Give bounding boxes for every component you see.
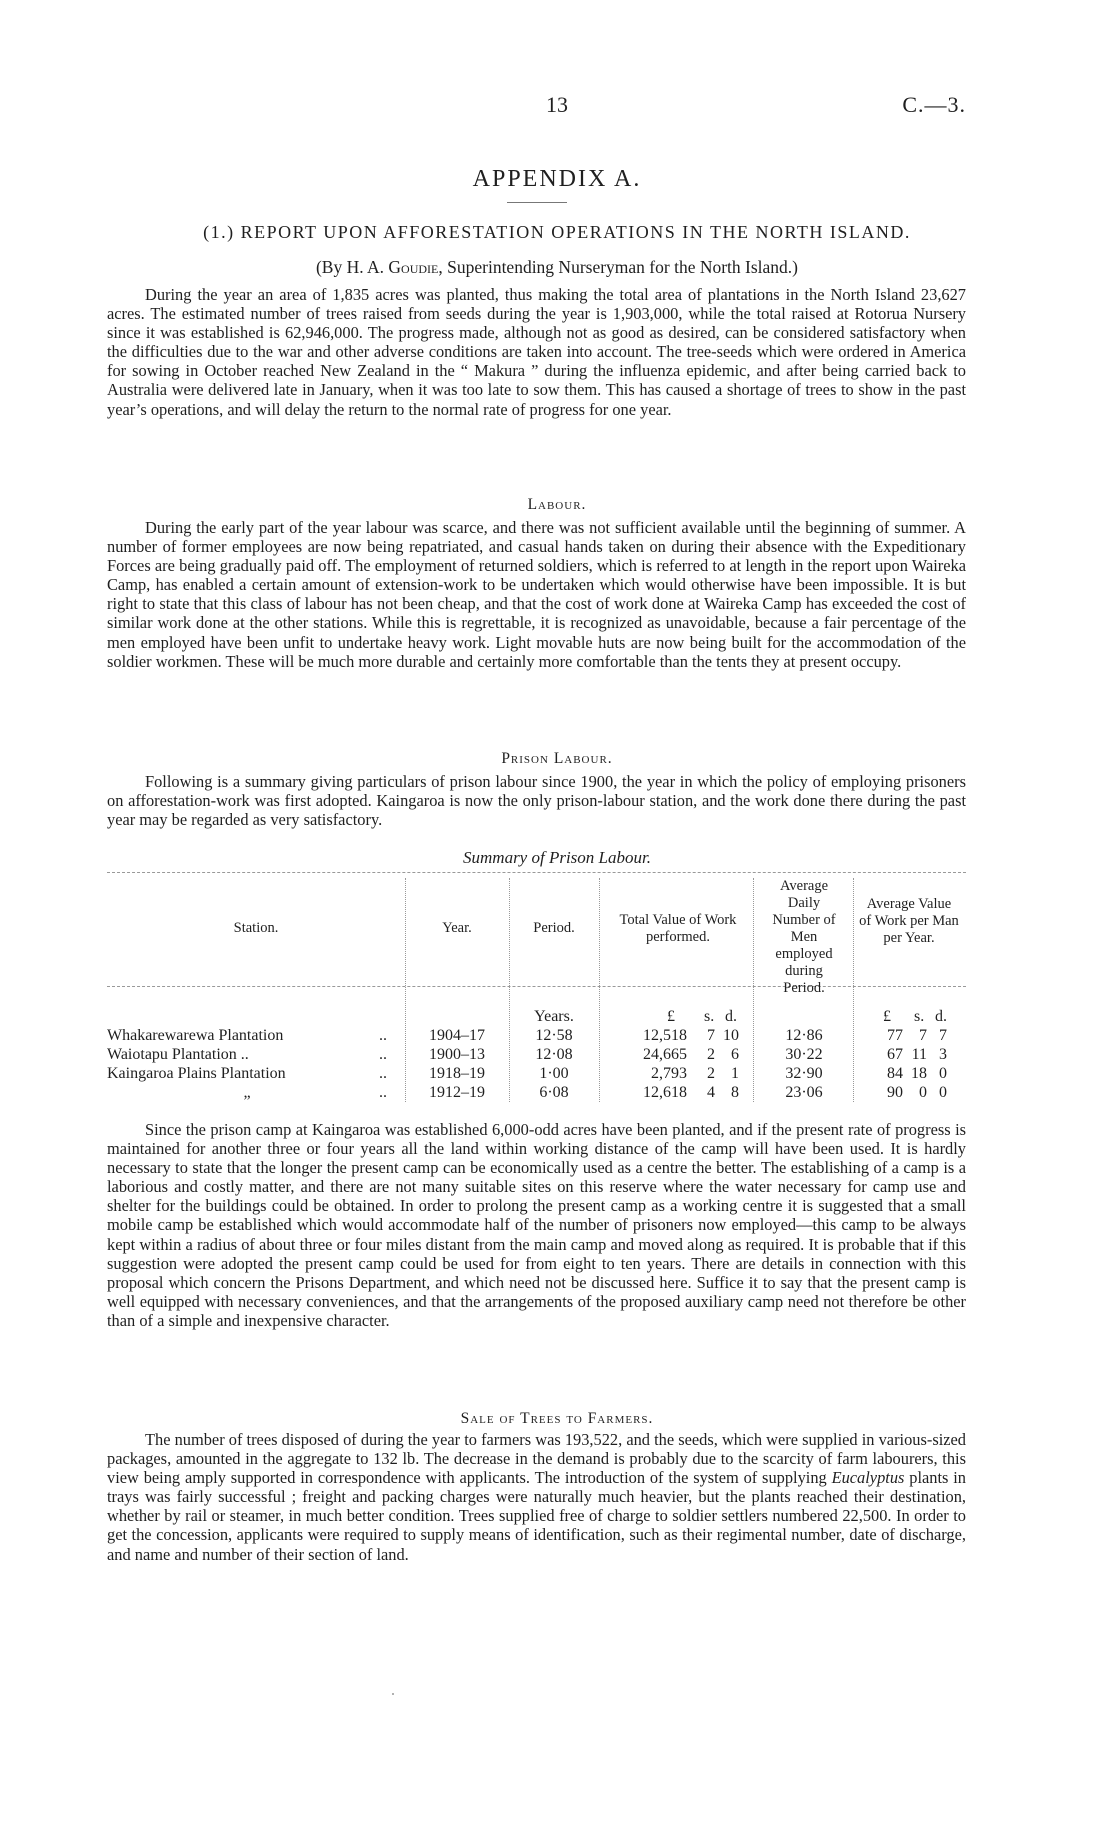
- cell-leader: ..: [379, 1027, 387, 1044]
- cell-avg-pounds: 84: [887, 1065, 903, 1082]
- cell-avg-pounds: 77: [887, 1027, 903, 1044]
- scan-speck: [392, 1693, 394, 1695]
- cell-year: 1918–19: [429, 1065, 485, 1082]
- col-divider: [853, 878, 854, 1102]
- table-top-rule: [107, 872, 966, 873]
- cell-period: 6·08: [539, 1084, 569, 1101]
- title-rule: [507, 202, 567, 203]
- cell-total-shillings: 2: [707, 1065, 715, 1082]
- unit-pence: d.: [935, 1008, 947, 1025]
- cell-avg-shillings: 18: [911, 1065, 927, 1082]
- sale-of-trees-heading: Sale of Trees to Farmers.: [460, 1410, 654, 1427]
- cell-station: Kaingaroa Plains Plantation: [107, 1065, 286, 1082]
- header-year: Year.: [442, 920, 472, 936]
- eucalyptus-term: Eucalyptus: [831, 1468, 905, 1488]
- cell-total-shillings: 4: [707, 1084, 715, 1101]
- cell-total-pence: 10: [723, 1027, 739, 1044]
- prison-camp-paragraph: Since the prison camp at Kaingaroa was established 6,000-odd acres have been planted, and if the present rate of progress is maintained for another three or four years all the land within working distance of the camp will have been used. It is hardly necessary to state that the longer the present camp can be economically used as a centre the better. The establishing of a camp is a laborious and costly matter, and there are not many suitable sites on this reserve where the water necessary for camp use and shelter for the buildings could be obtained. In order to prolong the present camp as a working centre it is suggested that a small mobile camp be established which would accommodate half of the number of prisoners now employed—this camp to be always kept within a radius of about three or four miles distant from the main camp and moved along as required. It is probable that if this suggestion were adopted the present camp could be used for from eight to ten years. There are details in connection with this proposal which concern the Prisons Department, and which need not be discussed here. Suffice it to say that the present camp is well equipped with necessary conveniences, and that the arrangements of the proposed auxiliary camp need not therefore be other than of a simple and inexpensive character.: [107, 1120, 966, 1330]
- cell-year: 1900–13: [429, 1046, 485, 1063]
- cell-avg-pounds: 90: [887, 1084, 903, 1101]
- header-station: Station.: [233, 920, 279, 936]
- cell-avg-pence: 7: [939, 1027, 947, 1044]
- cell-total-pence: 1: [731, 1065, 739, 1082]
- cell-year: 1904–17: [429, 1027, 485, 1044]
- sale-text-part2: plants in trays was fairly successful ; freight and packing charges were naturally much heavier, but the plants reached their destination, whether by rail or steamer, in much better condition. Trees supplied free of charge to soldier settlers numbered 22,500. In order to get the concession, applicants were required to supply means of identification, such as their regimental number, date of discharge, and name and number of their section of land.: [107, 1468, 966, 1564]
- header-total-value: Total Value of Work performed.: [619, 912, 737, 945]
- unit-shillings: s.: [914, 1008, 925, 1025]
- col-divider: [599, 878, 600, 1102]
- header-avg-value: Average Value of Work per Man per Year.: [859, 896, 959, 946]
- sale-of-trees-paragraph: [107, 1430, 966, 1564]
- header-avg-men: Average Daily Number of Men employed during Period.: [772, 878, 836, 996]
- sale-text-part1: The number of trees disposed of during the year to farmers was 193,522, and the seeds, which were supplied in various-sized packages, amounted in the aggregate to 132 lb. The decrease in the demand is probably due to the scarcity of farm labourers, this view being amply supported in correspondence with applicants. The introduction of the system of supplying: [107, 1430, 966, 1488]
- report-title: (1.) REPORT UPON AFFORESTATION OPERATIONS IN THE NORTH ISLAND.: [203, 222, 911, 242]
- header-period: Period.: [533, 920, 575, 936]
- series-code: C.—3.: [902, 92, 966, 117]
- cell-avg-pence: 0: [939, 1065, 947, 1082]
- cell-total-pounds: 12,618: [643, 1084, 687, 1101]
- cell-leader: ..: [379, 1046, 387, 1063]
- cell-avg-shillings: 11: [911, 1046, 927, 1063]
- table-caption: Summary of Prison Labour.: [463, 848, 651, 867]
- cell-station: Whakarewarewa Plantation: [107, 1027, 284, 1044]
- cell-total-pounds: 12,518: [643, 1027, 687, 1044]
- cell-avg-men: 23·06: [785, 1084, 823, 1101]
- page-number: 13: [546, 92, 568, 117]
- intro-paragraph: During the year an area of 1,835 acres was planted, thus making the total area of plantations in the North Island 23,627 acres. The estimated number of trees raised from seeds during the year is 1,903,000, while the total raised at Rotorua Nursery since it was established is 62,946,000. The progress made, although not as good as desired, can be considered satisfactory when the difficulties due to the war and other adverse conditions are taken into account. The tree-seeds which were ordered in America for sowing in October reached New Zealand in the “ Makura ” during the influenza epidemic, and after being carried back to Australia were delivered late in January, when it was too late to sow them. This has caused a shortage of trees to show in the past year’s operations, and will delay the return to the normal rate of progress for one year.: [107, 285, 966, 419]
- cell-total-pence: 8: [731, 1084, 739, 1101]
- cell-avg-pounds: 67: [887, 1046, 903, 1063]
- col-divider: [753, 878, 754, 1102]
- unit-years: Years.: [534, 1008, 574, 1025]
- unit-pounds: £: [667, 1008, 675, 1025]
- cell-avg-pence: 3: [939, 1046, 947, 1063]
- cell-avg-men: 12·86: [785, 1027, 823, 1044]
- unit-pence: d.: [725, 1008, 737, 1025]
- prison-labour-heading: Prison Labour.: [501, 750, 613, 767]
- cell-avg-men: 30·22: [785, 1046, 823, 1063]
- byline-prefix: (By H. A.: [315, 257, 389, 277]
- cell-period: 1·00: [539, 1065, 569, 1082]
- cell-total-shillings: 2: [707, 1046, 715, 1063]
- cell-year: 1912–19: [429, 1084, 485, 1101]
- byline-suffix: , Superintending Nurseryman for the North Island.): [438, 257, 799, 277]
- cell-leader: ..: [379, 1084, 387, 1101]
- cell-station: Waiotapu Plantation ..: [107, 1046, 249, 1063]
- prison-labour-paragraph: Following is a summary giving particulars of prison labour since 1900, the year in which the policy of employing prisoners on afforestation-work was first adopted. Kaingaroa is now the only prison-labour station, and the work done there during the past year may be regarded as very satisfactory.: [107, 772, 966, 830]
- cell-total-shillings: 7: [707, 1027, 715, 1044]
- cell-leader: ..: [379, 1065, 387, 1082]
- byline: [0, 257, 1114, 278]
- cell-period: 12·08: [535, 1046, 573, 1063]
- cell-avg-pence: 0: [939, 1084, 947, 1101]
- cell-avg-shillings: 7: [919, 1027, 927, 1044]
- labour-heading: Labour.: [527, 496, 587, 513]
- cell-station-ditto: „: [243, 1084, 251, 1101]
- cell-avg-men: 32·90: [785, 1065, 823, 1082]
- prison-labour-table: [107, 872, 966, 1112]
- appendix-title: APPENDIX A.: [472, 166, 642, 192]
- cell-total-pounds: 24,665: [643, 1046, 687, 1063]
- cell-total-pounds: 2,793: [651, 1065, 687, 1082]
- cell-period: 12·58: [535, 1027, 573, 1044]
- byline-name: Goudie: [388, 257, 439, 277]
- cell-total-pence: 6: [731, 1046, 739, 1063]
- labour-paragraph: During the early part of the year labour was scarce, and there was not sufficient available until the beginning of summer. A number of former employees are now being repatriated, and casual hands taken on during their absence with the Expeditionary Forces are being gradually paid off. The employment of returned soldiers, which is referred to at length in the report upon Waireka Camp, has enabled a certain amount of extension-work to be undertaken which would otherwise have been impossible. It is but right to state that this class of labour has not been cheap, and that the cost of work done at Waireka Camp has exceeded the cost of similar work done at the other stations. While this is regrettable, it is recognized as unavoidable, because a fair percentage of the men employed have been unfit to undertake heavy work. Light movable huts are now being built for the accommodation of the soldier workmen. These will be much more durable and certainly more comfortable than the tents they at present occupy.: [107, 518, 966, 671]
- cell-avg-shillings: 0: [919, 1084, 927, 1101]
- unit-shillings: s.: [704, 1008, 715, 1025]
- unit-pounds: £: [883, 1008, 891, 1025]
